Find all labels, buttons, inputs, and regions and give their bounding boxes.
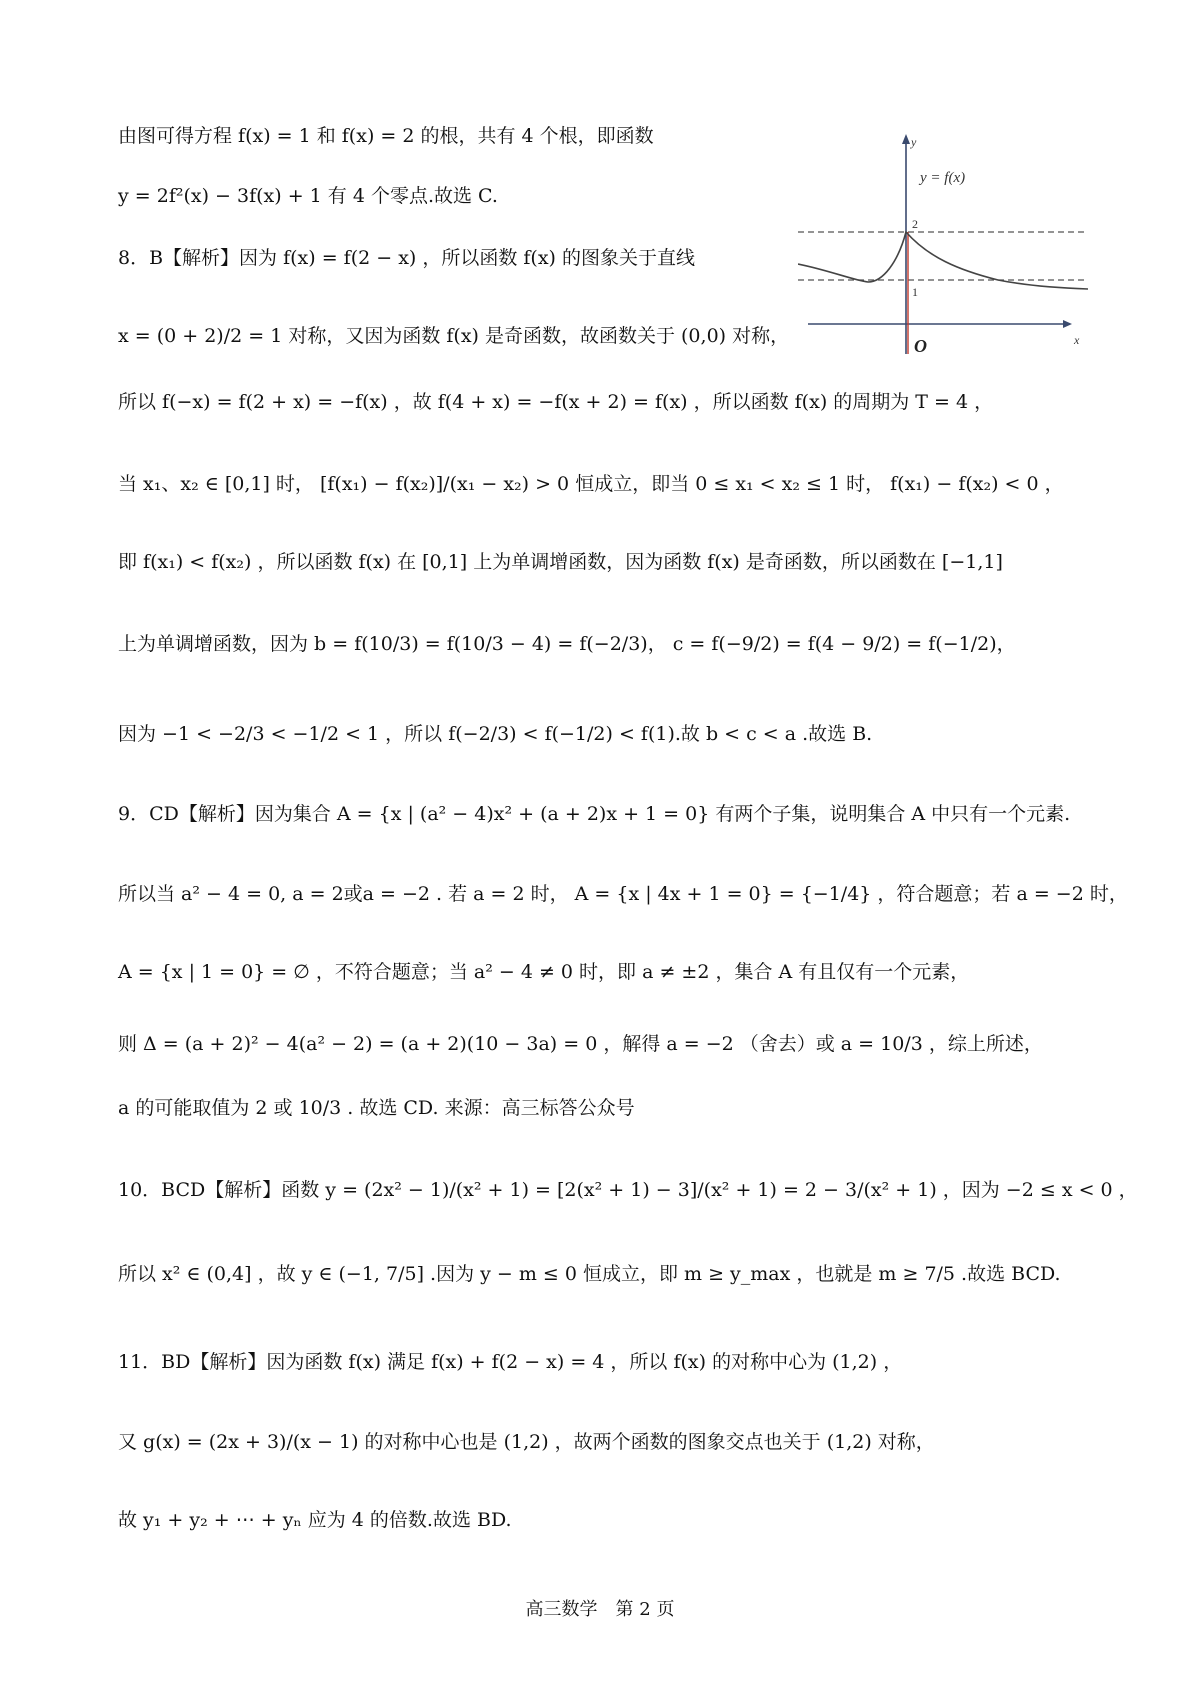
- y-axis-label: y: [911, 135, 917, 149]
- function-graph-figure: [798, 132, 1088, 364]
- tick-label-2: 2: [912, 217, 918, 231]
- text-line-17: 11．BD【解析】因为函数 f(x) 满足 f(x) + f(2 − x) = 4 ，所以 f(x) 的对称中心为 (1,2) ，: [118, 1351, 903, 1373]
- text-line-2: y = 2f²(x) − 3f(x) + 1 有 4 个零点.故选 C.: [118, 185, 498, 207]
- function-label: y = f(x): [920, 170, 966, 186]
- x-axis-arrow: [1063, 320, 1072, 328]
- text-line-6: 当 x₁、x₂ ∈ [0,1] 时， [f(x₁) − f(x₂)]/(x₁ − x₂) > 0 恒成立，即当 0 ≤ x₁ < x₂ ≤ 1 时， f(x₁) − f(x₂) < 0 ，: [118, 473, 1064, 495]
- text-line-18: 又 g(x) = (2x + 3)/(x − 1) 的对称中心也是 (1,2) ，故两个函数的图象交点也关于 (1,2) 对称，: [118, 1431, 935, 1453]
- origin-label: O: [914, 336, 927, 356]
- function-graph-svg: [798, 132, 1088, 364]
- text-line-14: a 的可能取值为 2 或 10/3 . 故选 CD. 来源：高三标答公众号: [118, 1097, 635, 1119]
- y-axis-arrow: [902, 134, 910, 144]
- text-line-11: 所以当 a² − 4 = 0, a = 2或a = −2 . 若 a = 2 时， A = {x | 4x + 1 = 0} = {−1/4} ，符合题意；若 a = −2 时，: [118, 883, 1128, 905]
- x-axis-label: x: [1074, 333, 1080, 347]
- text-line-9: 因为 −1 < −2/3 < −1/2 < 1 ，所以 f(−2/3) < f(−1/2) < f(1).故 b < c < a .故选 B.: [118, 723, 873, 745]
- text-line-3: 8．B【解析】因为 f(x) = f(2 − x) ，所以函数 f(x) 的图象关于直线: [118, 247, 696, 269]
- text-line-13: 则 Δ = (a + 2)² − 4(a² − 2) = (a + 2)(10 − 3a) = 0 ，解得 a = −2 （舍去）或 a = 10/3 ，综上所述，: [118, 1033, 1043, 1055]
- text-line-7: 即 f(x₁) < f(x₂) ，所以函数 f(x) 在 [0,1] 上为单调增函数，因为函数 f(x) 是奇函数，所以函数在 [−1,1]: [118, 551, 1003, 573]
- text-line-10: 9．CD【解析】因为集合 A = {x | (a² − 4)x² + (a + 2)x + 1 = 0} 有两个子集，说明集合 A 中只有一个元素.: [118, 803, 1071, 825]
- tick-label-1: 1: [912, 285, 918, 299]
- text-line-15: 10．BCD【解析】函数 y = (2x² − 1)/(x² + 1) = [2(x² + 1) − 3]/(x² + 1) = 2 − 3/(x² + 1) ，因为 −2 ≤ x < 0 ，: [118, 1179, 1138, 1201]
- text-line-12: A = {x | 1 = 0} = ∅ ，不符合题意；当 a² − 4 ≠ 0 时，即 a ≠ ±2 ，集合 A 有且仅有一个元素，: [118, 961, 970, 983]
- text-line-19: 故 y₁ + y₂ + ⋯ + yₙ 应为 4 的倍数.故选 BD.: [118, 1509, 512, 1531]
- text-line-16: 所以 x² ∈ (0,4] ，故 y ∈ (−1, 7/5] .因为 y − m ≤ 0 恒成立，即 m ≥ y_max ，也就是 m ≥ 7/5 .故选 BCD.: [118, 1263, 1061, 1285]
- text-line-1: 由图可得方程 f(x) = 1 和 f(x) = 2 的根，共有 4 个根，即函数: [118, 125, 654, 147]
- text-line-5: 所以 f(−x) = f(2 + x) = −f(x) ，故 f(4 + x) = −f(x + 2) = f(x) ，所以函数 f(x) 的周期为 T = 4 ，: [118, 391, 994, 413]
- text-line-8: 上为单调增函数，因为 b = f(10/3) = f(10/3 − 4) = f(−2/3)， c = f(−9/2) = f(4 − 9/2) = f(−1/2)，: [118, 633, 1016, 655]
- page-footer: 高三数学 第 2 页: [525, 1599, 675, 1620]
- text-line-4: x = (0 + 2)/2 = 1 对称，又因为函数 f(x) 是奇函数，故函数关于 (0,0) 对称，: [118, 325, 790, 347]
